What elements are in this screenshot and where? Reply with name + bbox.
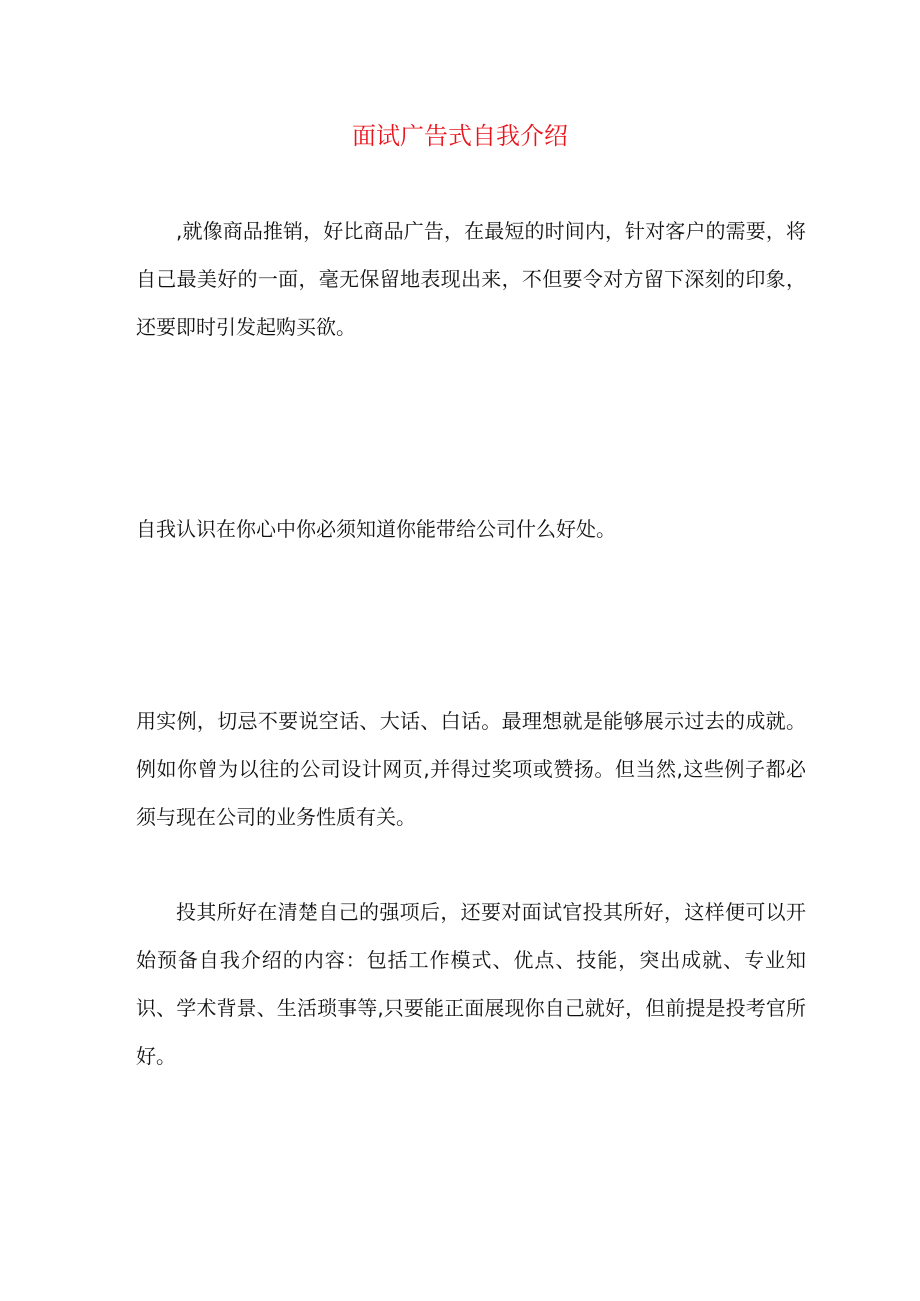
page-title: 面试广告式自我介绍 — [352, 122, 568, 150]
paragraph-self-knowledge: 自我认识在你心中你必须知道你能带给公司什么好处。 — [136, 517, 616, 541]
paragraph-examples: 用实例，切忌不要说空话、大话、白话。最理想就是能够展示过去的成就。例如你曾为以往的公司设计网页,并得过奖项或赞扬。但当然,这些例子都必须与现在公司的业务性质有关。 — [136, 709, 806, 829]
paragraph-intro: ,就像商品推销，好比商品广告，在最短的时间内，针对客户的需要，将自己最美好的一面，毫无保留地表现出来，不但要令对方留下深刻的印象，还要即时引发起购买欲。 — [136, 219, 806, 339]
paragraph-cater: 投其所好在清楚自己的强项后，还要对面试官投其所好，这样便可以开始预备自我介绍的内容：包括工作模式、优点、技能，突出成就、专业知识、学术背景、生活琐事等,只要能正面展现你自己就好，但前提是投考官所好。 — [136, 900, 806, 1068]
